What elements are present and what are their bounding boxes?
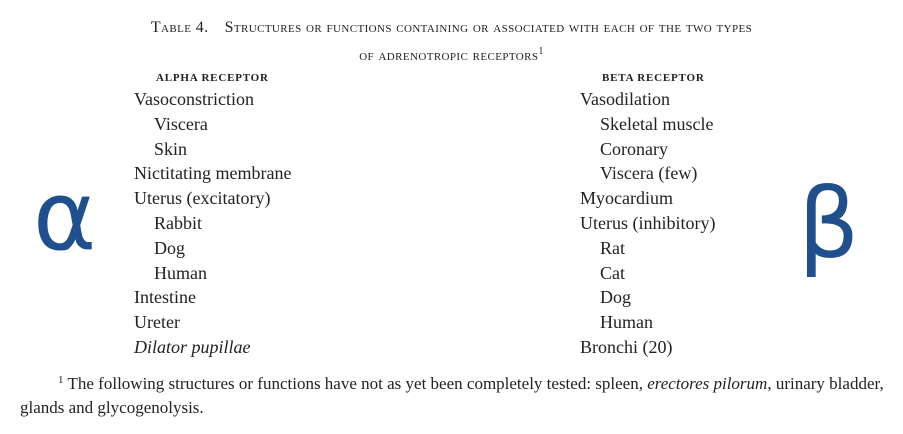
- beta-list-item: Viscera (few): [600, 163, 698, 184]
- footnote-segment: erectores pilorum: [647, 374, 768, 393]
- beta-item-list: [580, 87, 810, 360]
- table-label: Table 4.: [150, 19, 209, 36]
- alpha-list-item: Dilator pupillae: [134, 336, 251, 357]
- caption-title-line-2: of adrenotropic receptors: [359, 47, 539, 64]
- footnote-mark: 1: [58, 374, 64, 386]
- alpha-list-item: Skin: [154, 138, 188, 159]
- beta-list-item: Human: [600, 312, 653, 333]
- beta-list-item: Skeletal muscle: [600, 113, 714, 134]
- alpha-list-item: Vasoconstriction: [134, 89, 254, 109]
- caption-title-line-1: Structures or functions containing or associated with each of the two types: [224, 19, 753, 36]
- alpha-column-heading: ALPHA RECEPTOR: [156, 72, 269, 84]
- alpha-list-item: Dog: [154, 237, 185, 258]
- beta-list-item: Myocardium: [580, 188, 673, 209]
- beta-list-item: Bronchi (20): [580, 336, 673, 357]
- beta-list-item: Coronary: [600, 138, 668, 159]
- alpha-list-item: Ureter: [134, 312, 180, 333]
- caption-line-2: [0, 40, 903, 68]
- footnote-text: [20, 374, 884, 417]
- alpha-list-item: Uterus (excitatory): [134, 188, 271, 209]
- beta-list-item: Vasodilation: [580, 89, 670, 109]
- beta-column-heading: BETA RECEPTOR: [602, 72, 705, 84]
- alpha-list-item: Rabbit: [154, 212, 202, 233]
- alpha-list-item: Intestine: [134, 287, 196, 308]
- footnote-segment: , urinary bladder, glands and glycogenolysis.: [20, 374, 884, 417]
- caption-line-1: [0, 16, 903, 40]
- beta-list-item: Dog: [600, 287, 631, 308]
- table-caption: [0, 16, 903, 68]
- beta-list-item: Uterus (inhibitory): [580, 212, 716, 233]
- alpha-list-item: Human: [154, 262, 207, 283]
- alpha-symbol: α: [33, 160, 97, 272]
- alpha-item-list: [134, 87, 444, 360]
- beta-list-item: Cat: [600, 262, 625, 283]
- beta-list-item: Rat: [600, 237, 625, 258]
- alpha-receptor-column: [134, 70, 444, 360]
- alpha-list-item: Viscera: [154, 113, 208, 134]
- footnote-segment: The following structures or functions have not as yet been completely tested: spleen,: [67, 374, 648, 393]
- table-footnote: [20, 368, 890, 420]
- alpha-list-item: Nictitating membrane: [134, 163, 292, 184]
- beta-receptor-column: [580, 70, 810, 360]
- beta-symbol: β: [798, 168, 860, 280]
- caption-footnote-mark: 1: [538, 46, 544, 57]
